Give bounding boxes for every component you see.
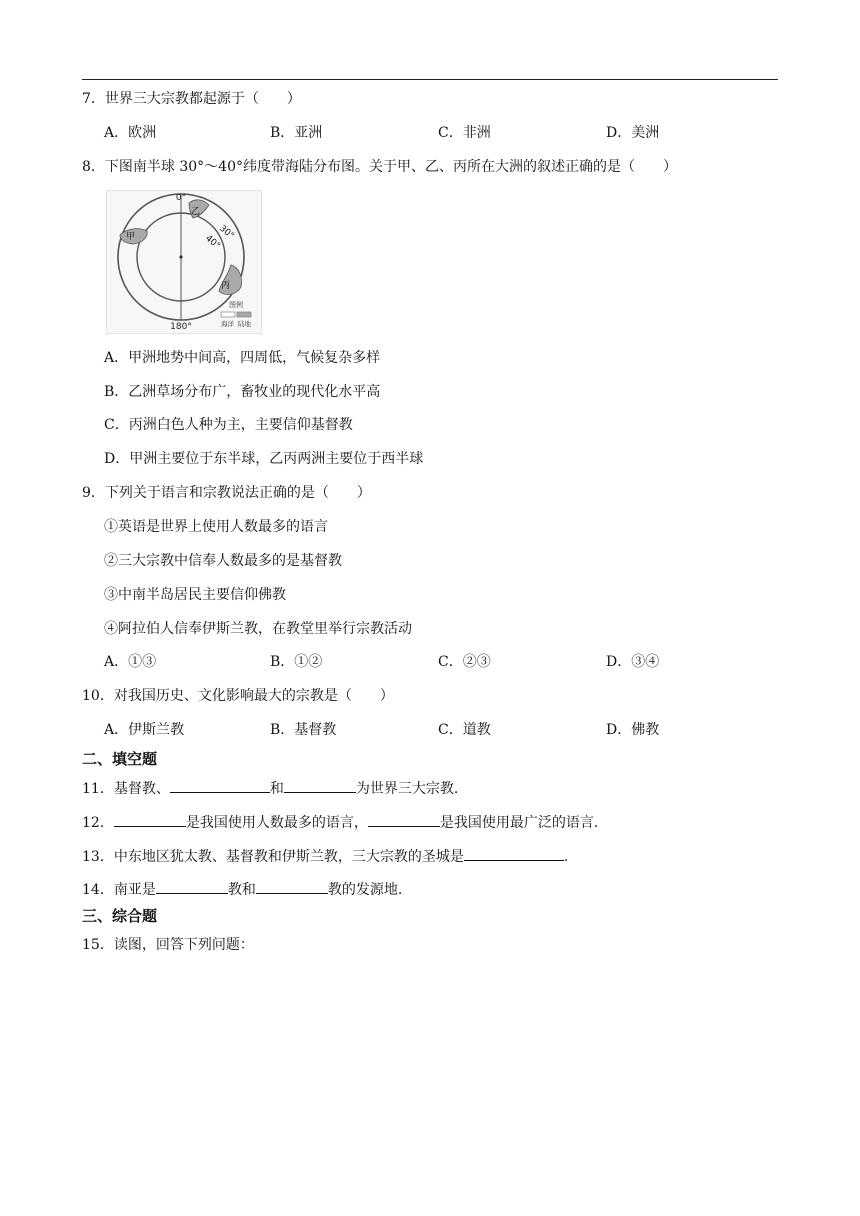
q13-text-a: 13．中东地区犹太教、基督教和伊斯兰教，三大宗教的圣城是 <box>82 849 464 865</box>
q8-option-d: D．甲洲主要位于东半球，乙丙两洲主要位于西半球 <box>104 451 424 467</box>
q10-option-d: D．佛教 <box>606 722 660 738</box>
question-10-stem: 10．对我国历史、文化影响最大的宗教是（ ） <box>82 688 394 704</box>
q9-statement-3: ③中南半岛居民主要信仰佛教 <box>104 587 286 603</box>
legend-title: 图例 <box>229 301 243 309</box>
q9-statement-1: ①英语是世界上使用人数最多的语言 <box>104 519 328 535</box>
q14-text-c: 教的发源地. <box>327 882 403 898</box>
latitude-map-figure <box>106 190 262 334</box>
q11-text-c: 为世界三大宗教. <box>355 781 459 797</box>
q13-text-b: . <box>563 849 569 865</box>
q12-blank-2[interactable] <box>368 811 440 827</box>
q11-text-b: 和 <box>269 781 284 797</box>
latitude-map-svg <box>107 191 261 333</box>
q8-option-a: A．甲洲地势中间高，四周低，气候复杂多样 <box>104 350 381 366</box>
q9-option-d: D．③④ <box>606 654 660 670</box>
q10-option-a: A．伊斯兰教 <box>104 722 185 738</box>
q9-statement-4: ④阿拉伯人信奉伊斯兰教，在教堂里举行宗教活动 <box>104 621 412 637</box>
q11-blank-2[interactable] <box>284 777 356 793</box>
q9-option-a: A．①③ <box>104 654 157 670</box>
header-rule <box>82 79 778 80</box>
section-2-heading: 二、填空题 <box>82 750 158 768</box>
question-14 <box>82 878 402 900</box>
question-13 <box>82 845 568 867</box>
q12-blank-1[interactable] <box>114 811 186 827</box>
q11-blank-1[interactable] <box>170 777 270 793</box>
question-11 <box>82 777 458 799</box>
legend-land-label: 陆地 <box>238 320 251 328</box>
label-40-degree: 40° <box>203 233 222 252</box>
q14-text-a: 14．南亚是 <box>82 882 156 898</box>
q7-option-b: B．亚洲 <box>270 125 323 141</box>
legend-land-swatch <box>237 312 251 317</box>
q10-option-b: B．基督教 <box>270 722 337 738</box>
label-yi: 乙 <box>191 207 201 217</box>
question-12 <box>82 811 598 833</box>
question-9-stem: 9．下列关于语言和宗教说法正确的是（ ） <box>82 485 371 501</box>
q10-option-c: C．道教 <box>438 722 491 738</box>
q9-statement-2: ②三大宗教中信奉人数最多的是基督教 <box>104 553 342 569</box>
q7-option-a: A．欧洲 <box>104 125 157 141</box>
legend-ocean-swatch <box>221 312 235 317</box>
question-7-stem: 7．世界三大宗教都起源于（ ） <box>82 91 301 107</box>
q11-text-a: 11．基督教、 <box>82 781 170 797</box>
q8-option-b: B．乙洲草场分布广，畜牧业的现代化水平高 <box>104 384 381 400</box>
section-3-heading: 三、综合题 <box>82 907 158 925</box>
q7-option-d: D．美洲 <box>606 125 660 141</box>
q12-text-b: 是我国使用人数最多的语言， <box>185 815 368 831</box>
q9-option-b: B．①② <box>270 654 323 670</box>
q13-blank-1[interactable] <box>464 845 564 861</box>
label-30-degree: 30° <box>217 223 236 242</box>
legend-ocean-label: 海洋 <box>221 320 234 328</box>
q8-option-c: C．丙洲白色人种为主，主要信仰基督教 <box>104 417 353 433</box>
label-jia: 甲 <box>126 232 136 242</box>
q7-option-c: C．非洲 <box>438 125 491 141</box>
pole-point <box>179 255 182 258</box>
q12-text-a: 12． <box>82 815 114 831</box>
q9-option-c: C．②③ <box>438 654 491 670</box>
label-0-degree: 0° <box>175 193 187 203</box>
label-bing: 丙 <box>221 281 231 291</box>
question-8-stem: 8．下图南半球 30°～40°纬度带海陆分布图。关于甲、乙、丙所在大洲的叙述正确的是（ ） <box>82 159 677 175</box>
q12-text-c: 是我国使用最广泛的语言. <box>439 815 599 831</box>
label-180-degree: 180° <box>170 322 192 332</box>
question-15: 15．读图，回答下列问题： <box>82 937 254 953</box>
q14-blank-2[interactable] <box>256 878 328 894</box>
q14-blank-1[interactable] <box>156 878 228 894</box>
q14-text-b: 教和 <box>227 882 256 898</box>
